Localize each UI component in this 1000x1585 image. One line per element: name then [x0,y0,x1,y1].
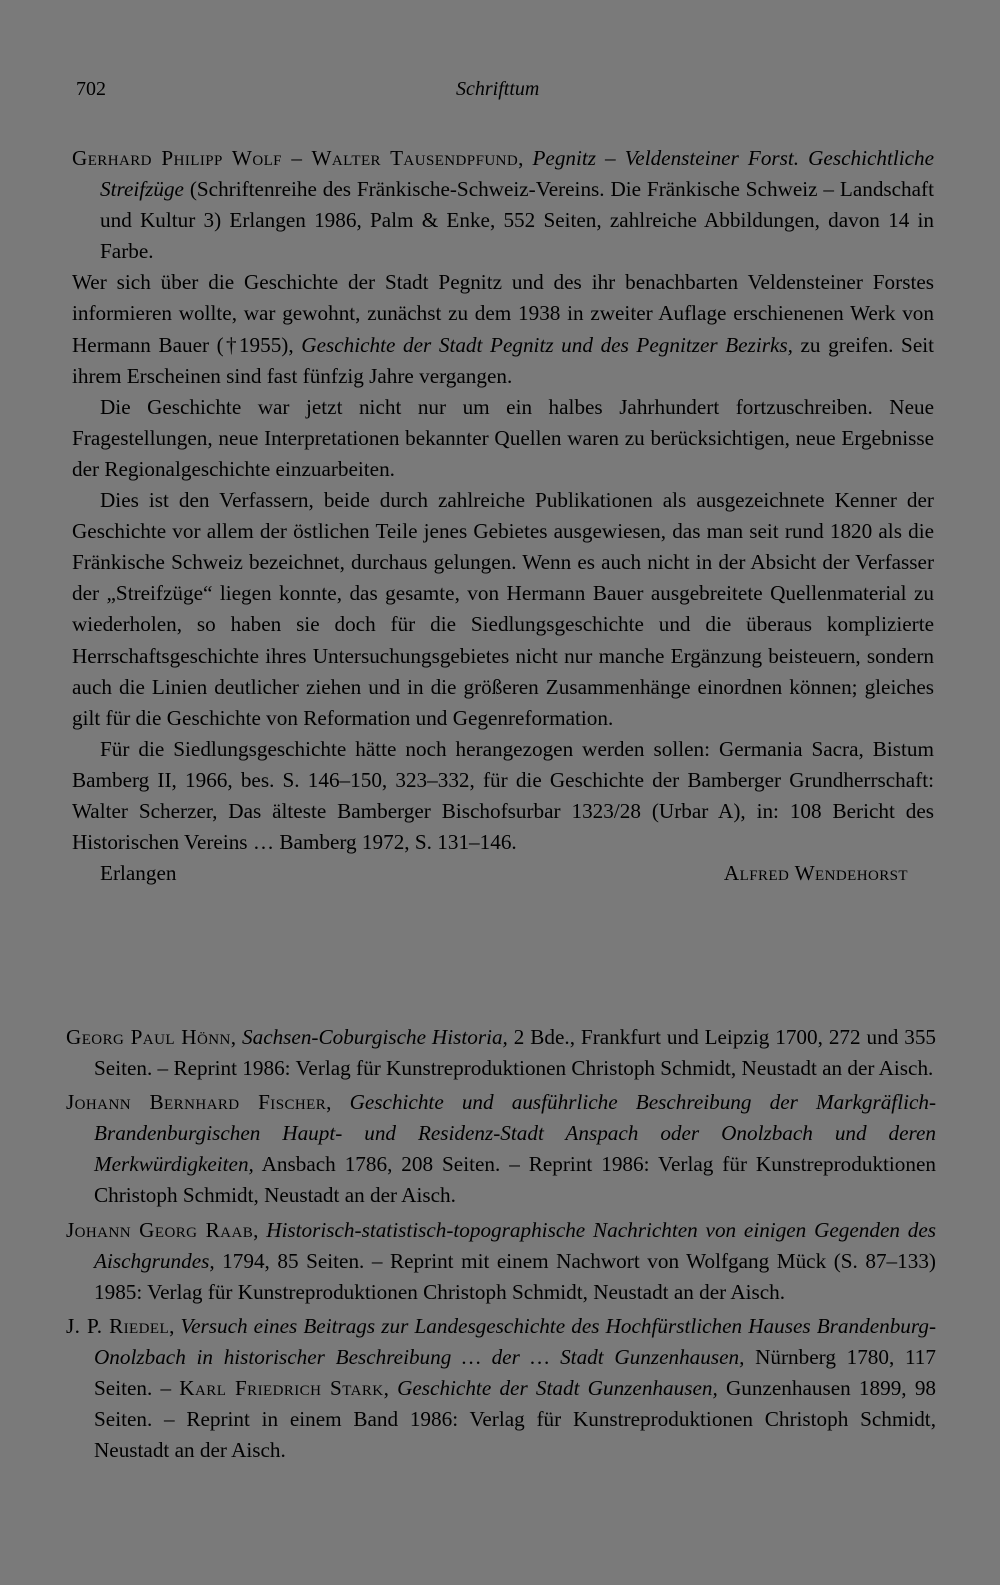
review-book-title: Pegnitz – Veldensteiner Forst. Geschichtliche Streifzüge [100,146,935,202]
reprint-title: Sachsen-Coburgische Historia, [242,1025,508,1049]
reprint-entry: Johann Bernhard Fischer, Geschichte und ausführliche Beschreibung der Markgräflich-Brandenburgischen Haupt- und Residenz-Stadt Anspach oder Onolzbach und deren Merkwürdigkeiten, Ansbach 1786, 208 Seiten. – Reprint 1986: Verlag für Kunstreproduktionen Christoph Schmidt, Neustadt an der Aisch. [66,1090,937,1208]
review-citation: Gerhard Philipp Wolf – Walter Tausendpfund, Pegnitz – Veldensteiner Forst. Geschichtliche Streifzüge (Schriftenreihe des Fränkische-Schweiz-Vereins. Die Fränkische Schweiz – Landschaft und Kultur 3) Erlangen 1986, Palm & Enke, 552 Seiten, zahlreiche Abbildungen, davon 14 in Farbe. [72,146,935,264]
cited-work-title: Geschichte der Stadt Pegnitz und des Pegnitzer Bezirks, [301,332,793,357]
reprint-list [66,1022,936,1469]
book-review [72,143,934,889]
page-number: 702 [76,78,106,100]
reviewer-name: Alfred Wendehorst [723,861,908,886]
review-paragraph-4: Für die Siedlungsgeschichte hätte noch herangezogen werden sollen: Germania Sacra, Bistum Bamberg II, 1966, bes. S. 146–150, 323–332, für die Geschichte der Bamberger Grundherrschaft: Walter Scherzer, Das älteste Bamberger Bischofsurbar 1323/28 (Urbar A), in: 108 Bericht des Historischen Vereins … Bamberg 1972, S. 131–146. [72,736,934,855]
review-paragraph-2: Die Geschichte war jetzt nicht nur um ein halbes Jahrhundert fortzuschreiben. Neue Fragestellungen, neue Interpretationen bekannter Quellen waren zu berücksichtigen, neue Ergebnisse der Regionalgeschichte einzuarbeiten. [72,394,934,481]
review-paragraph-3: Dies ist den Verfassern, beide durch zahlreiche Publikationen als ausgezeichnete Kenner der Geschichte vor allem der östlichen Teile jenes Gebietes ausgewiesen, das man seit rund 1820 als die Fränkische Schweiz bezeichnet, durchaus gelungen. Wenn es auch nicht in der Absicht der Verfasser der „Streifzüge“ liegen konnte, das gesamte, von Hermann Bauer ausgebreitete Quellenmaterial zu wiederholen, so haben sie doch für die Siedlungsgeschichte und die überaus komplizierte Herrschaftsgeschichte ihres Untersuchungsgebietes nicht nur manche Ergänzung beisteuern, sondern auch die Linien deutlicher ziehen und in die größeren Zusammenhänge einordnen können; gleiches gilt für die Geschichte von Reformation und Gegenreformation. [72,488,934,730]
reprint-second-details: Gunzenhausen 1899, 98 Seiten. – Reprint in einem Band 1986: Verlag für Kunstreproduktionen Christoph Schmidt, Neustadt an der Aisch. [94,1376,937,1463]
reprint-title: Geschichte und ausführliche Beschreibung der Markgräflich-Brandenburgischen Haupt- und Residenz-Stadt Anspach oder Onolzbach und deren Merkwürdigkeiten, [94,1090,937,1177]
review-place: Erlangen [100,861,177,886]
reprint-details: 1794, 85 Seiten. – Reprint mit einem Nachwort von Wolfgang Mück (S. 87–133) 1985: Verlag für Kunstreproduktionen Christoph Schmidt, Neustadt an der Aisch. [94,1248,936,1304]
review-authors: Gerhard Philipp Wolf – Walter Tausendpfund [72,146,519,170]
reprint-author: Johann Georg Raab [66,1217,254,1242]
reprint-details: 2 Bde., Frankfurt und Leipzig 1700, 272 und 355 Seiten. – Reprint 1986: Verlag für Kunstreproduktionen Christoph Schmidt, Neustadt an der Aisch. [94,1025,937,1081]
reprint-entry: Johann Georg Raab, Historisch-statistisch-topographische Nachrichten von einigen Gegenden des Aischgrundes, 1794, 85 Seiten. – Reprint mit einem Nachwort von Wolfgang Mück (S. 87–133) 1985: Verlag für Kunstreproduktionen Christoph Schmidt, Neustadt an der Aisch. [66,1217,936,1304]
reprint-title: Historisch-statistisch-topographische Nachrichten von einigen Gegenden des Aischgrundes, [94,1217,936,1273]
review-publication-details: (Schriftenreihe des Fränkische-Schweiz-Vereins. Die Fränkische Schweiz – Landschaft und Kultur 3) Erlangen 1986, Palm & Enke, 552 Seiten, zahlreiche Abbildungen, davon 14 in Farbe. [100,177,934,264]
reprint-details: Nürnberg 1780, 117 Seiten. – [94,1344,936,1401]
reprint-title: Versuch eines Beitrags zur Landesgeschichte des Hochfürstlichen Hauses Brandenburg-Onolzbach in historischer Beschreibung … der … Stadt Gunzenhausen, [94,1313,937,1369]
reprint-details: Ansbach 1786, 208 Seiten. – Reprint 1986: Verlag für Kunstreproduktionen Christoph Schmidt, Neustadt an der Aisch. [94,1152,936,1208]
reprint-author: Georg Paul Hönn [66,1025,231,1049]
reprint-entry: J. P. Riedel, Versuch eines Beitrags zur Landesgeschichte des Hochfürstlichen Hauses Brandenburg-Onolzbach in historischer Beschreibung … der … Stadt Gunzenhausen, Nürnberg 1780, 117 Seiten. – Karl Friedrich Stark, Geschichte der Stadt Gunzenhausen, Gunzenhausen 1899, 98 Seiten. – Reprint in einem Band 1986: Verlag für Kunstreproduktionen Christoph Schmidt, Neustadt an der Aisch. [66,1313,937,1463]
reprint-second-title: Geschichte der Stadt Gunzenhausen, [397,1376,718,1401]
reprint-entry: Georg Paul Hönn, Sachsen-Coburgische Historia, 2 Bde., Frankfurt und Leipzig 1700, 272 und 355 Seiten. – Reprint 1986: Verlag für Kunstreproduktionen Christoph Schmidt, Neustadt an der Aisch. [66,1025,937,1081]
review-signature [72,858,934,889]
reprint-author: J. P. Riedel [66,1313,170,1338]
running-head [76,74,946,104]
section-title: Schrifttum [456,78,540,100]
review-paragraph-1: Wer sich über die Geschichte der Stadt Pegnitz und des ihr benachbarten Veldensteiner Forstes informieren wollte, war gewohnt, zunächst zu dem 1938 in zweiter Auflage erschienenen Werk von Hermann Bauer (†1955), Geschichte der Stadt Pegnitz und des Pegnitzer Bezirks, zu greifen. Seit ihrem Erscheinen sind fast fünfzig Jahre vergangen. [72,270,935,388]
reprint-author: Johann Bernhard Fischer [66,1090,327,1115]
reprint-second-author: Karl Friedrich Stark [179,1376,384,1401]
